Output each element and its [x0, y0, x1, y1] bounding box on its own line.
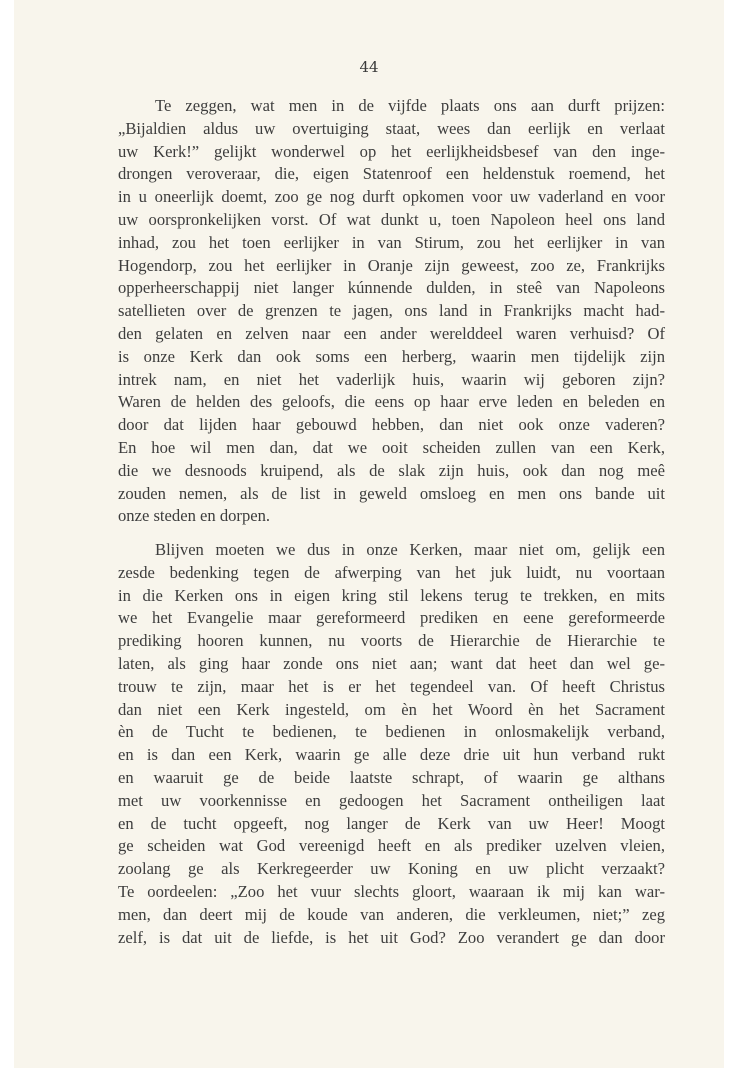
text-line: Hogendorp, zou het eerlijker in Oranje zijn geweest, zoo ze, Frankrijks	[118, 255, 665, 275]
text-line: zoolang ge als Kerkregeerder uw Koning en uw plicht verzaakt?	[118, 859, 665, 879]
text-line: „Bijaldien aldus uw overtuiging staat, wees dan eerlijk en verlaat	[118, 118, 665, 138]
text-line: zesde bedenking tegen de afwerping van het juk luidt, nu voortaan	[118, 562, 665, 582]
text-line: prediking hooren kunnen, nu voorts de Hierarchie de Hierarchie te	[118, 631, 665, 651]
text-line: uw Kerk!” gelijkt wonderwel op het eerlijkheidsbesef van den inge-	[118, 141, 665, 161]
text-line: en is dan een Kerk, waarin ge alle deze drie uit hun verband rukt	[118, 745, 665, 765]
text-line: drongen veroveraar, die, eigen Statenroof een heldenstuk roemend, het	[118, 164, 665, 184]
text-line: is onze Kerk dan ook soms een herberg, waarin men tijdelijk zijn	[118, 346, 665, 366]
text-line: men, dan deert mij de koude van anderen, die verkleumen, niet;” zeg	[118, 904, 665, 924]
paragraph-2	[118, 539, 665, 949]
text-line: inhad, zou het toen eerlijker in van Stirum, zou het eerlijker in van	[118, 232, 665, 252]
text-line: En hoe wil men dan, dat we ooit scheiden zullen van een Kerk,	[118, 437, 665, 457]
text-line: ge scheiden wat God vereenigd heeft en als prediker uzelven vleien,	[118, 836, 665, 856]
text-line: intrek nam, en niet het vaderlijk huis, waarin wij geboren zijn?	[118, 369, 665, 389]
text-line: in die Kerken ons in eigen kring stil lekens terug te trekken, en mits	[118, 585, 665, 605]
text-line: zelf, is dat uit de liefde, is het uit God? Zoo verandert ge dan door	[118, 927, 665, 947]
text-line: door dat lijden haar gebouwd hebben, dan niet ook onze vaderen?	[118, 415, 665, 435]
text-line: trouw te zijn, maar het is er het tegendeel van. Of heeft Christus	[118, 676, 665, 696]
text-line: laten, als ging haar zonde ons niet aan; want dat heet dan wel ge-	[118, 653, 665, 673]
text-line: den gelaten en zelven naar een ander werelddeel waren verhuisd? Of	[118, 323, 665, 343]
paragraph-1	[118, 95, 665, 528]
text-line: Te oordeelen: „Zoo het vuur slechts gloort, waaraan ik mij kan war-	[118, 881, 665, 901]
text-line: we het Evangelie maar gereformeerd prediken en eene gereformeerde	[118, 608, 665, 628]
text-line: opperheerschappij niet langer kúnnende dulden, in steê van Napoleons	[118, 278, 665, 298]
text-line: en de tucht opgeeft, nog langer de Kerk van uw Heer! Moogt	[118, 813, 665, 833]
book-page	[14, 0, 724, 1068]
text-line: met uw voorkennisse en gedoogen het Sacrament ontheiligen laat	[118, 790, 665, 810]
text-line: Te zeggen, wat men in de vijfde plaats ons aan durft prijzen:	[155, 96, 665, 115]
text-line: dan niet een Kerk ingesteld, om èn het Woord èn het Sacrament	[118, 699, 665, 719]
text-line: satellieten over de grenzen te jagen, ons land in Frankrijks macht had-	[118, 301, 665, 321]
text-line: èn de Tucht te bedienen, te bedienen in onlosmakelijk verband,	[118, 722, 665, 742]
text-line: onze steden en dorpen.	[118, 506, 271, 526]
text-line: Blijven moeten we dus in onze Kerken, maar niet om, gelijk een	[155, 540, 665, 559]
text-line: en waaruit ge de beide laatste schrapt, of waarin ge althans	[118, 767, 665, 787]
text-line: Waren de helden des geloofs, die eens op haar erve leden en beleden en	[118, 392, 665, 412]
text-line: zouden nemen, als de list in geweld omsloeg en men ons bande uit	[118, 483, 665, 503]
page-number: 44	[359, 58, 379, 76]
text-line: uw oorspronkelijken vorst. Of wat dunkt u, toen Napoleon heel ons land	[118, 209, 665, 229]
text-line: in u oneerlijk doemt, zoo ge nog durft opkomen voor uw vaderland en voor	[118, 187, 665, 207]
text-line: die we desnoods kruipend, als de slak zijn huis, ook dan nog meê	[118, 460, 665, 480]
